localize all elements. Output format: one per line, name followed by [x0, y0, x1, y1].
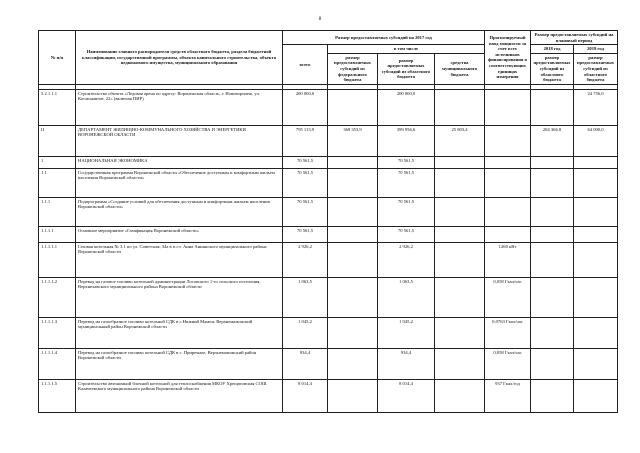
cell-total: 2 926,2 [283, 242, 328, 277]
header-regional-2018: размер предоставляемых субсидий из областного бюджета [531, 53, 574, 84]
cell-federal [328, 317, 378, 348]
cell-name: Перевод на газовое топливо котельной администрации Лосовского 1-го сельского поселения, Верхнехавского муниципального района Воронежской области [76, 277, 283, 317]
cell-regional: 8 014,4 [378, 379, 435, 412]
cell-name: НАЦИОНАЛЬНАЯ ЭКОНОМИКА [76, 156, 283, 168]
cell-municipal [435, 348, 485, 379]
table-body [39, 89, 618, 412]
cell-municipal [435, 277, 485, 317]
cell-total: 70 561,5 [283, 197, 328, 226]
cell-federal [328, 89, 378, 125]
cell-total: 70 561,5 [283, 156, 328, 168]
cell-regional: 934,4 [378, 348, 435, 379]
cell-y2019 [574, 379, 618, 412]
header-name: Наименование главного распорядителя средств областного бюджета, раздела бюджетной классификации, государственной программы, объекта капитального строительства, объекта недвижимого имущества, муниципального образования [76, 31, 283, 85]
cell-municipal [435, 168, 485, 197]
cell-federal [328, 277, 378, 317]
header-capacity: Прогнозируемый ввод мощности за счет всех источников финансирования в соответствующих единицах измерения [485, 31, 531, 85]
table-row [39, 226, 618, 242]
cell-capacity [485, 197, 531, 226]
cell-total: 1 063,5 [283, 277, 328, 317]
cell-capacity [485, 125, 531, 156]
cell-y2018 [531, 89, 574, 125]
header-municipal: средства муниципального бюджета [435, 53, 485, 84]
table-row [39, 242, 618, 277]
cell-capacity: 937 Гкал/год [485, 379, 531, 412]
cell-y2018 [531, 379, 574, 412]
table-row [39, 125, 618, 156]
cell-num: 1 [39, 156, 76, 168]
cell-name: Строительство автономной блочной котельной для теплоснабжения МКОУ Хрещатовская СОШ Калачеевского муниципального района Воронежской области [76, 379, 283, 412]
cell-capacity: 0,0763 Гкал/час [485, 317, 531, 348]
cell-federal [328, 168, 378, 197]
cell-total: 934,4 [283, 348, 328, 379]
cell-municipal [435, 197, 485, 226]
cell-y2018 [531, 168, 574, 197]
header-2019: 2019 год [574, 45, 618, 54]
cell-y2018: 204 366,8 [531, 125, 574, 156]
cell-num: 1.1.1.1.3 [39, 317, 76, 348]
cell-y2018 [531, 156, 574, 168]
cell-y2019: 64 000,0 [574, 125, 618, 156]
header-2018: 2018 год [531, 45, 574, 54]
cell-num: 1.1.1.1 [39, 226, 76, 242]
cell-name: Строительство объекта «Ледовая арена по адресу: Воронежская область, г. Нововоронеж, ул. Космонавтов, 22» (включая ПИР) [76, 89, 283, 125]
header-regional-2019: размер предоставляемых субсидий из областного бюджета [574, 53, 618, 84]
cell-name: Подпрограмма «Создание условий для обеспечения доступным и комфортным жильем населения Воронежской области» [76, 197, 283, 226]
cell-num: 1.1.1 [39, 197, 76, 226]
cell-municipal [435, 226, 485, 242]
cell-municipal [435, 156, 485, 168]
cell-y2018 [531, 277, 574, 317]
cell-y2019 [574, 168, 618, 197]
cell-y2019: 24 756,0 [574, 89, 618, 125]
cell-num: II [39, 125, 76, 156]
cell-total: 200 000,0 [283, 89, 328, 125]
cell-y2019 [574, 277, 618, 317]
cell-municipal [435, 242, 485, 277]
cell-capacity [485, 226, 531, 242]
header-num: № п/п [39, 31, 76, 85]
cell-y2019 [574, 348, 618, 379]
cell-y2018 [531, 242, 574, 277]
cell-num: 1.1.1.1.2 [39, 277, 76, 317]
cell-total: 70 561,5 [283, 226, 328, 242]
cell-federal: 369 353,9 [328, 125, 378, 156]
cell-municipal [435, 379, 485, 412]
cell-regional: 200 000,0 [378, 89, 435, 125]
cell-num: 1.1.1.1.5 [39, 379, 76, 412]
cell-capacity: 0,058 Гкал/час [485, 277, 531, 317]
cell-y2018 [531, 348, 574, 379]
table-row [39, 89, 618, 125]
cell-capacity [485, 168, 531, 197]
page-number: 8 [318, 17, 322, 22]
header-regional: размер предоставляемых субсидий из областного бюджета [378, 53, 435, 84]
cell-regional: 70 561,5 [378, 226, 435, 242]
table-row [39, 277, 618, 317]
table-row [39, 348, 618, 379]
cell-regional: 2 926,2 [378, 242, 435, 277]
cell-federal [328, 156, 378, 168]
cell-federal [328, 379, 378, 412]
cell-y2019 [574, 226, 618, 242]
cell-num: 5.2.1.1.1 [39, 89, 76, 125]
table-header [39, 31, 618, 90]
subsidy-table [38, 30, 618, 413]
table-row [39, 168, 618, 197]
cell-regional: 1 045,2 [378, 317, 435, 348]
cell-num: 1.1 [39, 168, 76, 197]
cell-regional: 399 956,6 [378, 125, 435, 156]
cell-y2019 [574, 197, 618, 226]
header-including: в том числе [328, 45, 485, 54]
cell-y2018 [531, 226, 574, 242]
cell-municipal [435, 317, 485, 348]
cell-name: Основное мероприятие «Газификация Воронежской области» [76, 226, 283, 242]
table-row [39, 317, 618, 348]
cell-name: Перевод на газообразное топливо котельной СДК в с.Нижний Мамон, Верхнемамонский муниципальный район Воронежской области [76, 317, 283, 348]
cell-total: 8 014,4 [283, 379, 328, 412]
header-subsidy-2017: Размер предоставляемых субсидий на 2017 год [283, 31, 485, 45]
cell-regional: 1 063,5 [378, 277, 435, 317]
cell-name: ДЕПАРТАМЕНТ ЖИЛИЩНО-КОММУНАЛЬНОГО ХОЗЯЙСТВА И ЭНЕРГЕТИКИ ВОРОНЕЖСКОЙ ОБЛАСТИ [76, 125, 283, 156]
cell-y2019 [574, 317, 618, 348]
cell-total: 1 045,2 [283, 317, 328, 348]
cell-regional: 70 561,5 [378, 197, 435, 226]
cell-name: Перевод на газообразное топливо котельной СДК в с. Приречное, Верхнемамонский район Воронежской области [76, 348, 283, 379]
cell-federal [328, 348, 378, 379]
cell-municipal [435, 89, 485, 125]
cell-y2018 [531, 317, 574, 348]
header-federal: размер предоставляемых субсидий из федерального бюджета [328, 53, 378, 84]
cell-total: 795 113,9 [283, 125, 328, 156]
table-row [39, 379, 618, 412]
header-total: всего [283, 45, 328, 85]
cell-capacity [485, 156, 531, 168]
cell-y2019 [574, 156, 618, 168]
cell-num: 1.1.1.1.4 [39, 348, 76, 379]
cell-name: Государственная программа Воронежской области «Обеспечение доступным и комфортным жильем населения Воронежской области» [76, 168, 283, 197]
table-row [39, 197, 618, 226]
cell-regional: 70 561,5 [378, 156, 435, 168]
cell-capacity [485, 89, 531, 125]
cell-municipal: 25 803,4 [435, 125, 485, 156]
cell-y2019 [574, 242, 618, 277]
cell-total: 70 561,5 [283, 168, 328, 197]
cell-name: Газовая котельная № 3.1 по ул. Советская, 34а в п.г.т. Анна Аннинского муниципального района Воронежской области [76, 242, 283, 277]
cell-capacity: 0,058 Гкал/час [485, 348, 531, 379]
cell-federal [328, 242, 378, 277]
cell-federal [328, 226, 378, 242]
cell-num: 1.1.1.1.1 [39, 242, 76, 277]
cell-federal [328, 197, 378, 226]
cell-regional: 70 561,5 [378, 168, 435, 197]
table-row [39, 156, 618, 168]
header-planned: Размер предоставляемых субсидий на плановый период [531, 31, 618, 45]
cell-capacity: 1260 кВт [485, 242, 531, 277]
cell-y2018 [531, 197, 574, 226]
